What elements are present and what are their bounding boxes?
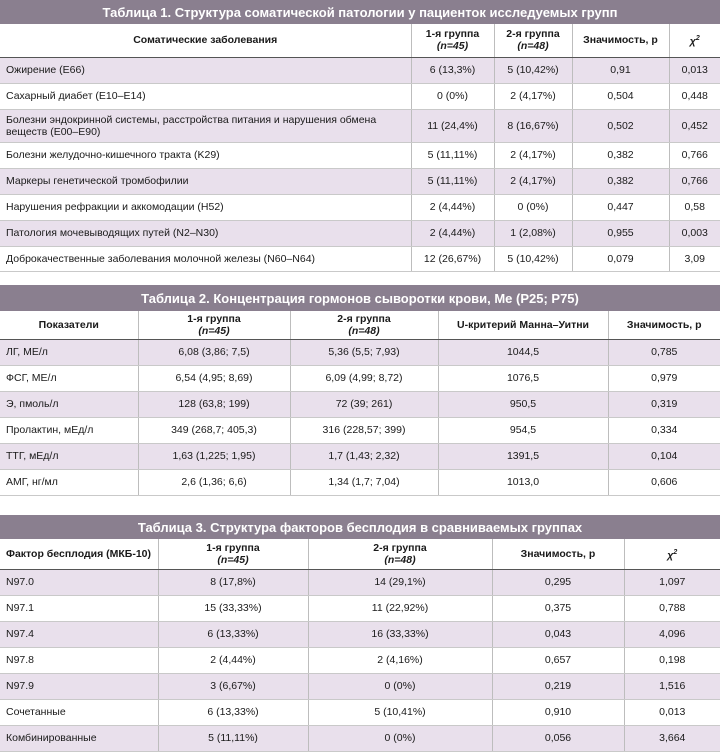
table-2-title: Таблица 2. Концентрация гормонов сыворотки крови, Me (P25; P75)	[0, 285, 720, 311]
cell-p: 0,079	[572, 246, 669, 271]
table-2	[0, 285, 720, 494]
cell-g2: 6,09 (4,99; 8,72)	[290, 365, 438, 391]
cell-g1: 6,54 (4,95; 8,69)	[138, 365, 290, 391]
cell-p: 0,91	[572, 57, 669, 83]
header-group-2	[494, 24, 572, 57]
cell-u: 954,5	[438, 417, 608, 443]
header-group-2-n: (n=48)	[384, 553, 416, 566]
cell-name: Болезни эндокринной системы, расстройства питания и нарушения обмена веществ (E00–E90)	[0, 109, 411, 142]
cell-name: N97.9	[0, 673, 158, 699]
cell-chi: 4,096	[624, 621, 720, 647]
table-row	[0, 365, 720, 391]
cell-g2: 2 (4,17%)	[494, 83, 572, 109]
cell-chi: 0,198	[624, 647, 720, 673]
cell-name: Патология мочевыводящих путей (N2–N30)	[0, 220, 411, 246]
cell-name: Ожирение (E66)	[0, 57, 411, 83]
cell-g2: 1 (2,08%)	[494, 220, 572, 246]
cell-g1: 2 (4,44%)	[411, 194, 494, 220]
cell-g2: 0 (0%)	[308, 673, 492, 699]
cell-chi: 0,58	[669, 194, 720, 220]
cell-g1: 6,08 (3,86; 7,5)	[138, 339, 290, 365]
cell-g1: 2 (4,44%)	[411, 220, 494, 246]
cell-g1: 1,63 (1,225; 1,95)	[138, 443, 290, 469]
cell-g2: 5,36 (5,5; 7,93)	[290, 339, 438, 365]
chi-symbol: χ	[667, 549, 674, 561]
cell-g2: 0 (0%)	[494, 194, 572, 220]
cell-p: 0,219	[492, 673, 624, 699]
cell-g2: 8 (16,67%)	[494, 109, 572, 142]
header-disease: Соматические заболевания	[0, 24, 411, 57]
header-group-1-label: 1-я группа	[425, 28, 480, 41]
cell-g2: 14 (29,1%)	[308, 569, 492, 595]
cell-p: 0,979	[608, 365, 720, 391]
cell-chi: 3,664	[624, 725, 720, 751]
header-significance: Значимость, p	[492, 539, 624, 569]
cell-chi: 0,003	[669, 220, 720, 246]
cell-chi: 0,013	[624, 699, 720, 725]
table-row	[0, 647, 720, 673]
cell-name: ТТГ, мЕд/л	[0, 443, 138, 469]
cell-chi: 0,448	[669, 83, 720, 109]
cell-g2: 316 (228,57; 399)	[290, 417, 438, 443]
cell-p: 0,319	[608, 391, 720, 417]
header-chi-square	[669, 24, 720, 57]
cell-g1: 6 (13,3%)	[411, 57, 494, 83]
cell-u: 1076,5	[438, 365, 608, 391]
chi-sup: 2	[695, 35, 700, 42]
header-group-2	[290, 311, 438, 339]
cell-p: 0,104	[608, 443, 720, 469]
header-significance: Значимость, p	[608, 311, 720, 339]
cell-name: N97.1	[0, 595, 158, 621]
cell-g1: 6 (13,33%)	[158, 699, 308, 725]
cell-p: 0,295	[492, 569, 624, 595]
header-chi-square	[624, 539, 720, 569]
cell-g2: 2 (4,16%)	[308, 647, 492, 673]
header-group-1-n: (n=45)	[198, 324, 230, 337]
cell-chi: 0,766	[669, 168, 720, 194]
header-group-1-n: (n=45)	[217, 553, 249, 566]
cell-u: 1391,5	[438, 443, 608, 469]
table-row	[0, 443, 720, 469]
table-row	[0, 725, 720, 751]
cell-p: 0,657	[492, 647, 624, 673]
cell-p: 0,955	[572, 220, 669, 246]
cell-g2: 5 (10,42%)	[494, 246, 572, 271]
cell-g2: 1,7 (1,43; 2,32)	[290, 443, 438, 469]
cell-p: 0,504	[572, 83, 669, 109]
cell-chi: 1,516	[624, 673, 720, 699]
cell-name: N97.4	[0, 621, 158, 647]
cell-g1: 15 (33,33%)	[158, 595, 308, 621]
cell-p: 0,910	[492, 699, 624, 725]
cell-g1: 128 (63,8; 199)	[138, 391, 290, 417]
cell-p: 0,785	[608, 339, 720, 365]
header-factor: Фактор бесплодия (МКБ-10)	[0, 539, 158, 569]
cell-p: 0,375	[492, 595, 624, 621]
cell-name: Маркеры генетической тромбофилии	[0, 168, 411, 194]
table-row	[0, 469, 720, 495]
cell-g1: 2,6 (1,36; 6,6)	[138, 469, 290, 495]
cell-g1: 8 (17,8%)	[158, 569, 308, 595]
cell-g2: 2 (4,17%)	[494, 142, 572, 168]
cell-g1: 6 (13,33%)	[158, 621, 308, 647]
table-row	[0, 673, 720, 699]
header-group-2-n: (n=48)	[348, 324, 380, 337]
cell-name: N97.8	[0, 647, 158, 673]
cell-g2: 0 (0%)	[308, 725, 492, 751]
cell-name: Комбинированные	[0, 725, 158, 751]
table-row	[0, 109, 720, 142]
table-row	[0, 417, 720, 443]
cell-u: 1013,0	[438, 469, 608, 495]
cell-g2: 5 (10,41%)	[308, 699, 492, 725]
cell-name: Сочетанные	[0, 699, 158, 725]
header-group-1	[138, 311, 290, 339]
table-1	[0, 0, 720, 267]
table-3	[0, 515, 720, 752]
table-row	[0, 83, 720, 109]
header-group-2-n: (n=48)	[517, 40, 549, 53]
header-group-1	[158, 539, 308, 569]
cell-p: 0,334	[608, 417, 720, 443]
header-group-1-n: (n=45)	[436, 40, 469, 53]
cell-p: 0,447	[572, 194, 669, 220]
cell-g1: 5 (11,11%)	[411, 142, 494, 168]
cell-name: Сахарный диабет (E10–E14)	[0, 83, 411, 109]
cell-g1: 11 (24,4%)	[411, 109, 494, 142]
chi-symbol: χ	[689, 35, 696, 48]
table-row	[0, 246, 720, 271]
table-row	[0, 621, 720, 647]
table-row	[0, 194, 720, 220]
header-group-2-label: 2-я группа	[373, 541, 427, 554]
table-row	[0, 595, 720, 621]
cell-name: Пролактин, мЕд/л	[0, 417, 138, 443]
cell-g2: 11 (22,92%)	[308, 595, 492, 621]
chi-sup: 2	[673, 548, 678, 556]
table-row	[0, 391, 720, 417]
cell-name: АМГ, нг/мл	[0, 469, 138, 495]
cell-p: 0,382	[572, 142, 669, 168]
cell-g1: 349 (268,7; 405,3)	[138, 417, 290, 443]
cell-p: 0,502	[572, 109, 669, 142]
cell-name: Болезни желудочно-кишечного тракта (K29)	[0, 142, 411, 168]
table-row	[0, 142, 720, 168]
header-indicator: Показатели	[0, 311, 138, 339]
cell-g2: 16 (33,33%)	[308, 621, 492, 647]
cell-g1: 2 (4,44%)	[158, 647, 308, 673]
table-row	[0, 168, 720, 194]
header-group-1-label: 1-я группа	[187, 312, 241, 325]
table-3-title: Таблица 3. Структура факторов бесплодия в сравниваемых группах	[0, 515, 720, 539]
header-significance: Значимость, p	[572, 24, 669, 57]
cell-chi: 0,013	[669, 57, 720, 83]
cell-name: ФСГ, МЕ/л	[0, 365, 138, 391]
table-1-grid	[0, 24, 720, 272]
cell-p: 0,606	[608, 469, 720, 495]
cell-g2: 5 (10,42%)	[494, 57, 572, 83]
cell-chi: 1,097	[624, 569, 720, 595]
cell-chi: 0,766	[669, 142, 720, 168]
table-row	[0, 339, 720, 365]
cell-name: ЛГ, МЕ/л	[0, 339, 138, 365]
table-row	[0, 569, 720, 595]
header-group-2-label: 2-я группа	[506, 28, 560, 41]
cell-name: N97.0	[0, 569, 158, 595]
cell-g2: 1,34 (1,7; 7,04)	[290, 469, 438, 495]
cell-name: Нарушения рефракции и аккомодации (H52)	[0, 194, 411, 220]
table-row	[0, 220, 720, 246]
table-2-grid	[0, 311, 720, 496]
header-group-1	[411, 24, 494, 57]
cell-u: 950,5	[438, 391, 608, 417]
cell-g1: 5 (11,11%)	[411, 168, 494, 194]
table-3-grid	[0, 539, 720, 752]
cell-chi: 3,09	[669, 246, 720, 271]
table-row	[0, 57, 720, 83]
cell-u: 1044,5	[438, 339, 608, 365]
cell-g2: 2 (4,17%)	[494, 168, 572, 194]
cell-name: Доброкачественные заболевания молочной железы (N60–N64)	[0, 246, 411, 271]
header-mann-whitney: U-критерий Манна–Уитни	[438, 311, 608, 339]
cell-p: 0,043	[492, 621, 624, 647]
cell-g1: 0 (0%)	[411, 83, 494, 109]
header-group-2-label: 2-я группа	[337, 312, 391, 325]
cell-chi: 0,788	[624, 595, 720, 621]
cell-g1: 12 (26,67%)	[411, 246, 494, 271]
cell-g1: 3 (6,67%)	[158, 673, 308, 699]
cell-chi: 0,452	[669, 109, 720, 142]
header-group-2	[308, 539, 492, 569]
cell-name: Э, пмоль/л	[0, 391, 138, 417]
header-group-1-label: 1-я группа	[206, 541, 260, 554]
table-1-title: Таблица 1. Структура соматической патологии у пациенток исследуемых групп	[0, 0, 720, 24]
cell-g2: 72 (39; 261)	[290, 391, 438, 417]
cell-p: 0,382	[572, 168, 669, 194]
cell-p: 0,056	[492, 725, 624, 751]
table-row	[0, 699, 720, 725]
cell-g1: 5 (11,11%)	[158, 725, 308, 751]
